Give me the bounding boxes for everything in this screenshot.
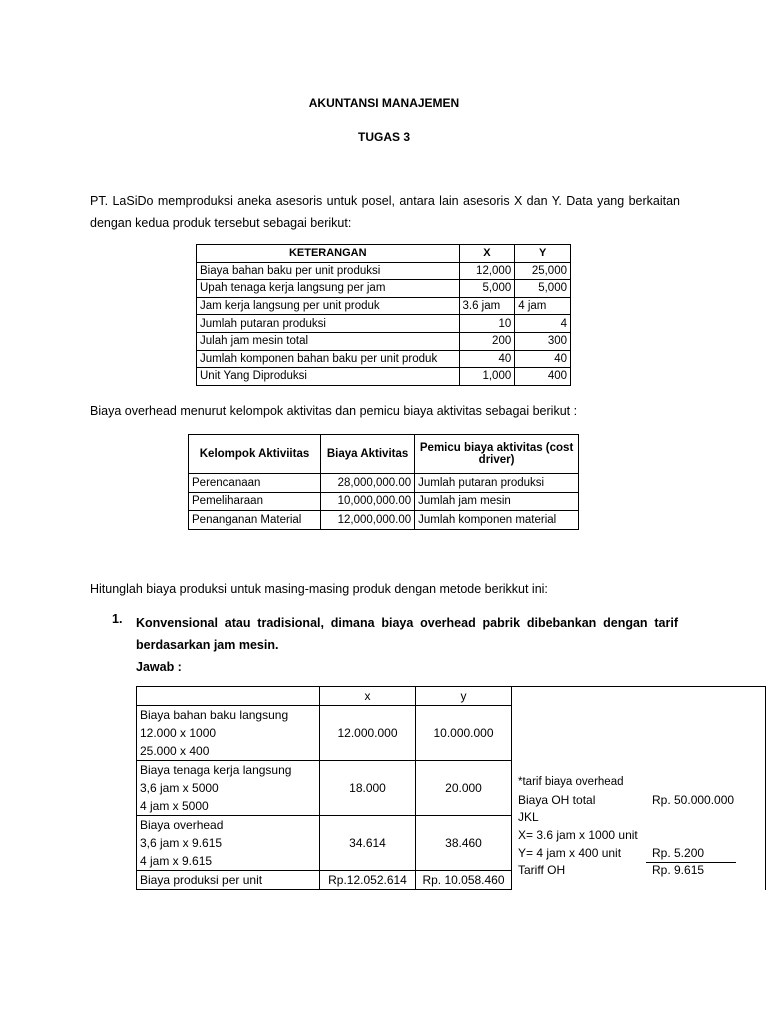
row-line: Biaya bahan baku langsung: [140, 708, 289, 722]
activity-driver: Jumlah komponen material: [415, 511, 579, 530]
row-x: 200: [459, 332, 515, 350]
header-keterangan: KETERANGAN: [197, 245, 460, 263]
activity-driver: Jumlah jam mesin: [415, 492, 579, 511]
document-subtitle: TUGAS 3: [357, 130, 410, 144]
table-row: [197, 297, 571, 315]
header-y: Y: [515, 245, 571, 263]
activity-name: Perencanaan: [189, 474, 321, 493]
row-line: 4 jam x 5000: [140, 799, 209, 813]
note-value-total: Rp. 50.000.000: [652, 793, 735, 807]
item-text: Konvensional atau tradisional, dimana biaya overhead pabrik dibebankan dengan tarif berdasarkan jam mesin.: [136, 616, 678, 652]
header-biaya: Biaya Aktivitas: [321, 435, 415, 474]
row-y: 25,000: [515, 262, 571, 280]
activity-cost-table: [188, 434, 579, 530]
row-line: 25.000 x 400: [140, 744, 210, 758]
note-heading: *tarif biaya overhead: [518, 776, 624, 788]
overhead-intro: Biaya overhead menurut kelompok aktivitas dan pemicu biaya aktivitas sebagai berikut :: [90, 404, 578, 418]
table-header-row: [137, 687, 766, 706]
row-x: 5,000: [459, 280, 515, 298]
intro-paragraph: PT. LaSiDo memproduksi aneka asesoris untuk posel, antara lain asesoris X dan Y. Data yang berkaitan dengan kedua produk tersebut sebagai berikut:: [90, 194, 680, 230]
note-value-tariff: Rp. 9.615: [652, 863, 705, 877]
note-value-y: Rp. 5.200: [646, 844, 736, 863]
table-row: [197, 368, 571, 386]
table-row: [189, 474, 579, 493]
header-blank: [137, 687, 320, 706]
row-description: [137, 761, 320, 816]
activity-name: Pemeliharaan: [189, 492, 321, 511]
row-y: 40: [515, 350, 571, 368]
row-y: 400: [515, 368, 571, 386]
table-row: [197, 332, 571, 350]
table-row: [189, 492, 579, 511]
table-header-row: [197, 245, 571, 263]
note-label-y: Y= 4 jam x 400 unit: [518, 846, 622, 860]
table-header-row: [189, 435, 579, 474]
row-y: 5,000: [515, 280, 571, 298]
product-data-table: [196, 244, 571, 386]
row-label: Biaya bahan baku per unit produksi: [197, 262, 460, 280]
row-line: 12.000 x 1000: [140, 726, 217, 740]
header-pemicu: Pemicu biaya aktivitas (cost driver): [415, 435, 579, 474]
note-label-total: Biaya OH total: [518, 793, 596, 807]
row-y: 4: [515, 315, 571, 333]
row-x: 3.6 jam: [459, 297, 515, 315]
row-y: 10.000.000: [416, 706, 512, 761]
activity-cost: 12,000,000.00: [321, 511, 415, 530]
row-line: Biaya overhead: [140, 818, 224, 832]
document-title: AKUNTANSI MANAJEMEN: [308, 96, 460, 110]
row-description: [137, 706, 320, 761]
row-y: 4 jam: [515, 297, 571, 315]
row-description: [137, 871, 320, 890]
row-y: 20.000: [416, 761, 512, 816]
table-row: [197, 262, 571, 280]
note-label-tariff: Tariff OH: [518, 863, 566, 877]
row-label: Julah jam mesin total: [197, 332, 460, 350]
row-label: Jumlah putaran produksi: [197, 315, 460, 333]
header-x: x: [320, 687, 416, 706]
row-line: Biaya produksi per unit: [140, 873, 263, 887]
row-line: Biaya tenaga kerja langsung: [140, 763, 292, 777]
activity-cost: 28,000,000.00: [321, 474, 415, 493]
table-row: [197, 350, 571, 368]
row-label: Upah tenaga kerja langsung per jam: [197, 280, 460, 298]
question-paragraph: Hitunglah biaya produksi untuk masing-masing produk dengan metode berikkut ini:: [90, 582, 548, 596]
answer-table: [136, 686, 766, 890]
row-x: 1,000: [459, 368, 515, 386]
activity-name: Penanganan Material: [189, 511, 321, 530]
activity-cost: 10,000,000.00: [321, 492, 415, 511]
row-line: 3,6 jam x 5000: [140, 781, 219, 795]
row-line: 3,6 jam x 9.615: [140, 836, 223, 850]
note-label-jkl: JKL: [518, 810, 539, 824]
answer-label: Jawab :: [136, 660, 182, 674]
header-y: y: [416, 687, 512, 706]
row-y: Rp. 10.058.460: [416, 871, 512, 890]
row-x: 12,000: [459, 262, 515, 280]
row-label: Unit Yang Diproduksi: [197, 368, 460, 386]
row-x: Rp.12.052.614: [320, 871, 416, 890]
note-label-x: X= 3.6 jam x 1000 unit: [518, 828, 638, 842]
row-x: 10: [459, 315, 515, 333]
header-kelompok: Kelompok Aktiviitas: [189, 435, 321, 474]
row-label: Jumlah komponen bahan baku per unit produk: [197, 350, 460, 368]
table-row: [189, 511, 579, 530]
row-line: 4 jam x 9.615: [140, 854, 213, 868]
item-number: 1.: [112, 612, 123, 626]
row-label: Jam kerja langsung per unit produk: [197, 297, 460, 315]
row-x: 34.614: [320, 816, 416, 871]
header-x: X: [459, 245, 515, 263]
activity-driver: Jumlah putaran produksi: [415, 474, 579, 493]
row-x: 12.000.000: [320, 706, 416, 761]
row-x: 18.000: [320, 761, 416, 816]
row-x: 40: [459, 350, 515, 368]
table-row: [197, 280, 571, 298]
table-row: [197, 315, 571, 333]
overhead-rate-note: [512, 687, 766, 890]
row-y: 38.460: [416, 816, 512, 871]
row-y: 300: [515, 332, 571, 350]
row-description: [137, 816, 320, 871]
